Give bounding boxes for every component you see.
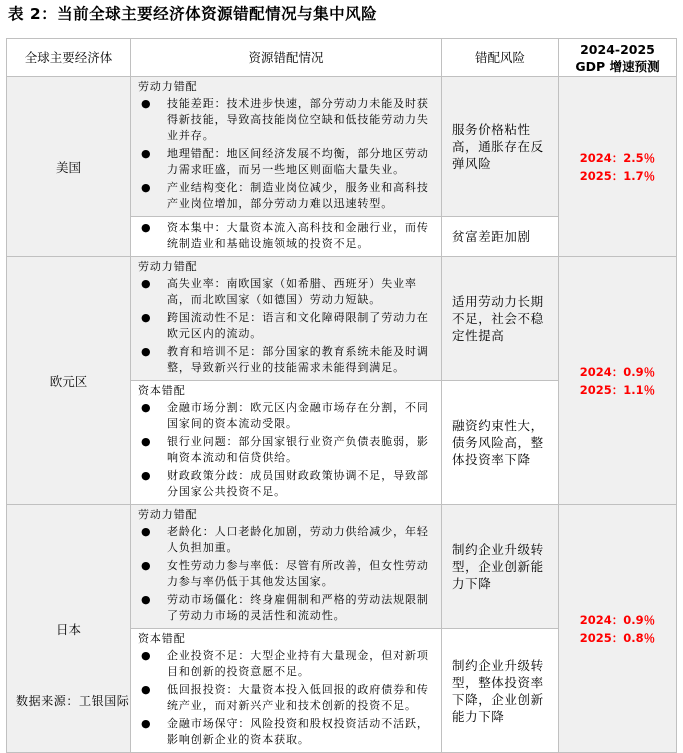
list-item (138, 400, 435, 432)
list-item (138, 310, 435, 342)
bullet-icon: ● (141, 181, 152, 194)
bullet-icon: ● (141, 593, 152, 606)
bullet-icon: ● (141, 277, 152, 290)
bullet-icon: ● (141, 559, 152, 572)
country-cell: 美国 (7, 77, 131, 257)
bullet-list (138, 648, 435, 748)
list-item (138, 276, 435, 308)
list-item (138, 180, 435, 212)
bullet-list (138, 276, 435, 376)
country-cell: 日本 (7, 505, 131, 753)
gdp-2025: 2025：0.8％ (579, 630, 656, 645)
gdp-2024: 2024：2.5％ (579, 150, 656, 165)
section-heading: 资本错配 (138, 384, 186, 397)
list-item-text: 低回报投资：大量资本投入低回报的政府债券和传统产业，而对新兴产业和技术创新的投资不足。 (167, 683, 429, 712)
bullet-icon: ● (141, 717, 152, 730)
table-row (7, 505, 677, 629)
situation-cell (131, 77, 442, 217)
situation-cell (131, 381, 442, 505)
source-note: 数据来源：工银国际 (16, 694, 130, 708)
table-row (7, 257, 677, 381)
list-item (138, 682, 435, 714)
section-heading: 劳动力错配 (138, 508, 198, 521)
resource-misallocation-table (6, 38, 677, 753)
header-gdp-line1: 2024-2025 (580, 41, 655, 57)
list-item (138, 524, 435, 556)
gdp-forecast-cell (559, 77, 677, 257)
list-item-text: 技能差距：技术进步快速，部分劳动力未能及时获得新技能，导致高技能岗位空缺和低技能劳动力失业并存。 (167, 97, 429, 142)
bullet-list (138, 524, 435, 624)
gdp-forecast-cell (559, 505, 677, 753)
list-item-text: 高失业率：南欧国家（如希腊、西班牙）失业率高，而北欧国家（如德国）劳动力短缺。 (167, 277, 417, 306)
section-heading: 劳动力错配 (138, 80, 198, 93)
bullet-icon: ● (141, 311, 152, 324)
list-item-text: 女性劳动力参与率低：尽管有所改善，但女性劳动力参与率仍低于其他发达国家。 (167, 559, 429, 588)
risk-cell: 制约企业升级转型，整体投资率下降，企业创新能力下降 (442, 629, 559, 753)
list-item-text: 地理错配：地区间经济发展不均衡，部分地区劳动力需求旺盛，而另一些地区则面临大量失业。 (167, 147, 429, 176)
header-risk: 错配风险 (442, 39, 559, 77)
bullet-icon: ● (141, 97, 152, 110)
list-item (138, 592, 435, 624)
list-item-text: 老龄化：人口老龄化加剧，劳动力供给减少，年轻人负担加重。 (167, 525, 429, 554)
list-item (138, 558, 435, 590)
table-header-row (7, 39, 677, 77)
header-situation: 资源错配情况 (131, 39, 442, 77)
list-item (138, 344, 435, 376)
list-item-text: 劳动市场僵化：终身雇佣制和严格的劳动法规限制了劳动力市场的灵活性和流动性。 (167, 593, 429, 622)
table-title: 表 2：当前全球主要经济体资源错配情况与集中风险 (8, 5, 378, 23)
gdp-2024: 2024：0.9％ (579, 364, 656, 379)
list-item (138, 648, 435, 680)
table-row (7, 77, 677, 217)
bullet-icon: ● (141, 345, 152, 358)
list-item-text: 企业投资不足：大型企业持有大量现金，但对新项目和创新的投资意愿不足。 (167, 649, 429, 678)
gdp-2025: 2025：1.1％ (579, 382, 656, 397)
bullet-icon: ● (141, 435, 152, 448)
list-item (138, 434, 435, 466)
risk-cell: 适用劳动力长期不足，社会不稳定性提高 (442, 257, 559, 381)
risk-cell: 制约企业升级转型，企业创新能力下降 (442, 505, 559, 629)
situation-cell (131, 217, 442, 257)
bullet-list (138, 220, 435, 252)
list-item (138, 716, 435, 748)
list-item-text: 教育和培训不足：部分国家的教育系统未能及时调整，导致新兴行业的技能需求未能得到满足。 (167, 345, 429, 374)
list-item-text: 金融市场保守：风险投资和股权投资活动不活跃，影响创新企业的资本获取。 (167, 717, 429, 746)
list-item (138, 96, 435, 144)
risk-cell: 融资约束性大，债务风险高，整体投资率下降 (442, 381, 559, 505)
list-item-text: 银行业问题：部分国家银行业资产负债表脆弱，影响资本流动和信贷供给。 (167, 435, 429, 464)
situation-cell (131, 257, 442, 381)
header-gdp-line2: GDP 增速预测 (575, 58, 660, 74)
situation-cell (131, 629, 442, 753)
section-heading: 资本错配 (138, 632, 186, 645)
list-item-text: 金融市场分割：欧元区内金融市场存在分割，不同国家间的资本流动受限。 (167, 401, 429, 430)
gdp-2025: 2025：1.7％ (579, 168, 656, 183)
bullet-icon: ● (141, 221, 152, 234)
bullet-icon: ● (141, 649, 152, 662)
bullet-icon: ● (141, 147, 152, 160)
header-economy: 全球主要经济体 (7, 39, 131, 77)
list-item (138, 220, 435, 252)
risk-cell: 服务价格粘性高，通胀存在反弹风险 (442, 77, 559, 217)
header-gdp (559, 39, 677, 77)
list-item-text: 跨国流动性不足：语言和文化障碍限制了劳动力在欧元区内的流动。 (167, 311, 429, 340)
list-item-text: 财政政策分歧：成员国财政政策协调不足，导致部分国家公共投资不足。 (167, 469, 429, 498)
bullet-icon: ● (141, 401, 152, 414)
bullet-icon: ● (141, 469, 152, 482)
list-item (138, 468, 435, 500)
risk-cell: 贫富差距加剧 (442, 217, 559, 257)
bullet-icon: ● (141, 683, 152, 696)
gdp-forecast-cell (559, 257, 677, 505)
section-heading: 劳动力错配 (138, 260, 198, 273)
gdp-2024: 2024：0.9％ (579, 612, 656, 627)
bullet-list (138, 400, 435, 500)
country-cell: 欧元区 (7, 257, 131, 505)
bullet-list (138, 96, 435, 212)
list-item-text: 资本集中：大量资本流入高科技和金融行业，而传统制造业和基础设施领域的投资不足。 (167, 221, 429, 250)
list-item (138, 146, 435, 178)
list-item-text: 产业结构变化：制造业岗位减少，服务业和高科技产业岗位增加，部分劳动力难以迅速转型。 (167, 181, 429, 210)
bullet-icon: ● (141, 525, 152, 538)
situation-cell (131, 505, 442, 629)
